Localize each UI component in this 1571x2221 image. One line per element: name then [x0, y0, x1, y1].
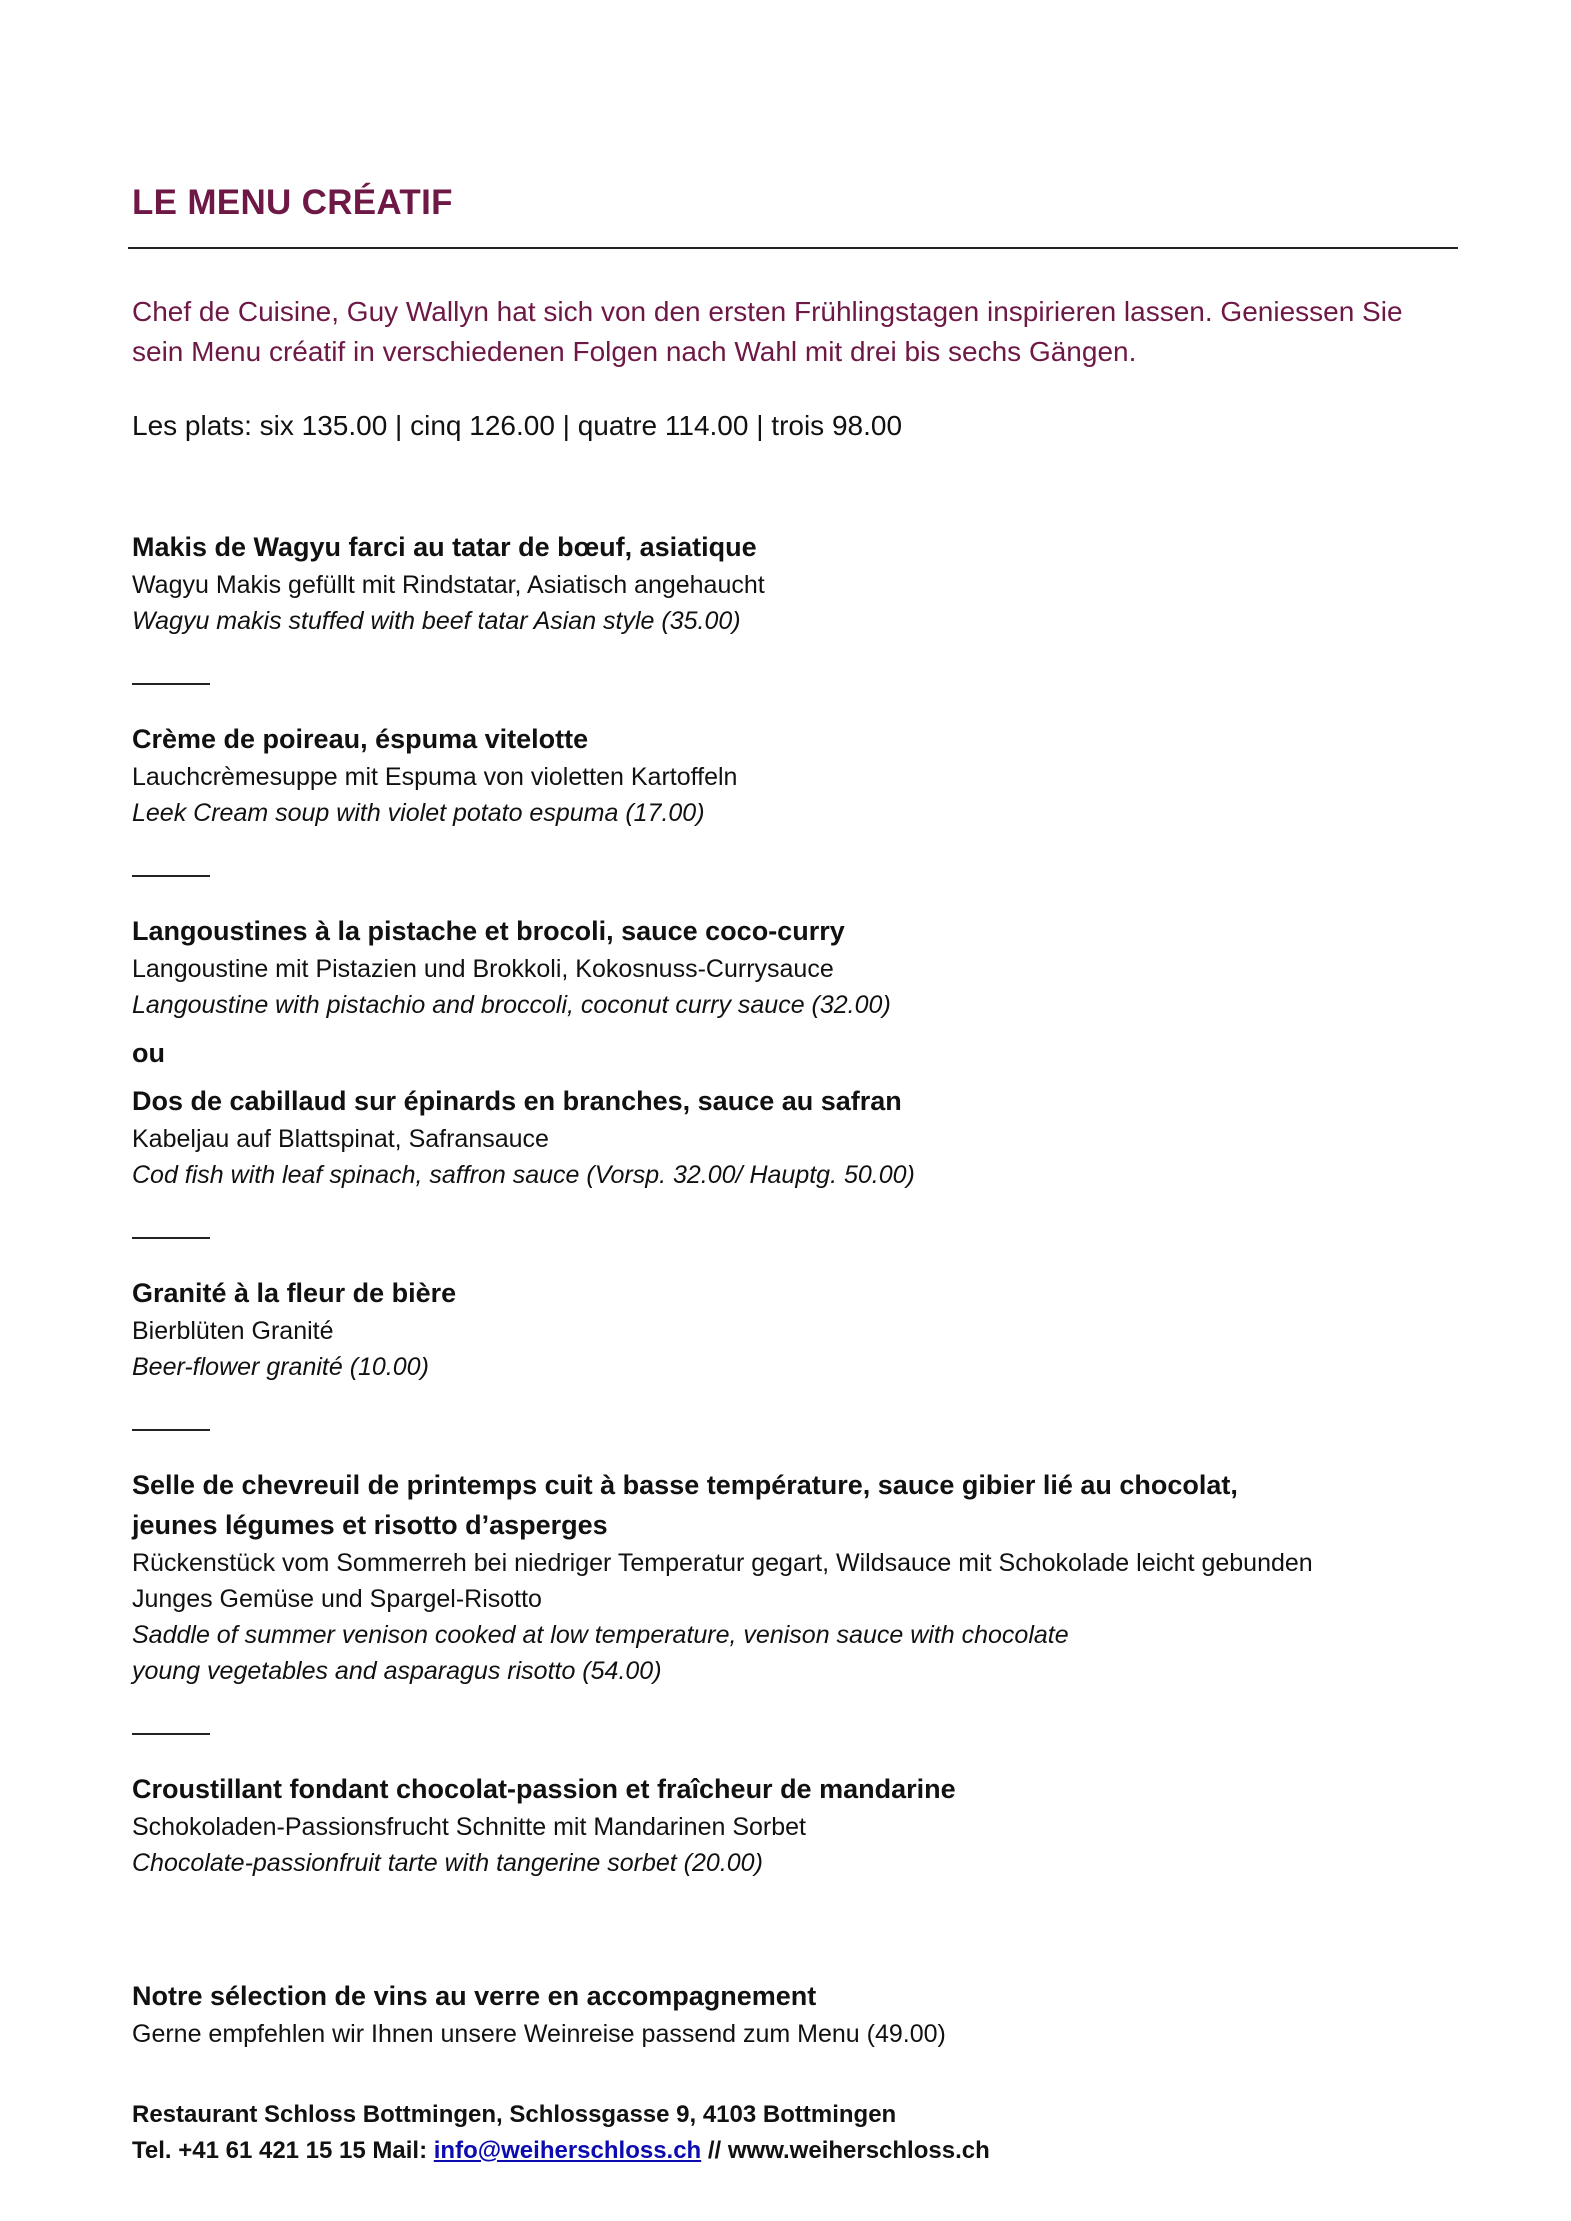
course-item — [132, 1769, 1452, 1881]
website-link[interactable]: // www.weiherschloss.ch — [701, 2137, 990, 2164]
dish-description-de: Bierblüten Granité — [132, 1317, 334, 1345]
dish-description-en: Saddle of summer venison cooked at low temperature, venison sauce with chocolate — [132, 1621, 1069, 1649]
dish-description-en: Beer-flower granité (10.00) — [132, 1353, 429, 1381]
email-link[interactable]: info@weiherschloss.ch — [433, 2137, 702, 2164]
dish-title: Selle de chevreuil de printemps cuit à basse température, sauce gibier lié au chocolat, — [132, 1470, 1238, 1500]
dish-description-de: Schokoladen-Passionsfrucht Schnitte mit Mandarinen Sorbet — [132, 1813, 806, 1841]
intro-line: sein Menu créatif in verschiedenen Folgen nach Wahl mit drei bis sechs Gängen. — [132, 336, 1137, 367]
course-separator — [132, 683, 210, 685]
intro-text — [132, 292, 1452, 372]
menu-courses — [132, 527, 1452, 2052]
footer — [132, 2097, 990, 2169]
dish-title: Makis de Wagyu farci au tatar de bœuf, asiatique — [132, 532, 757, 562]
footer-contact — [132, 2133, 990, 2169]
course-item — [132, 1465, 1452, 1689]
wine-pairing — [132, 1976, 1452, 2052]
course-item — [132, 719, 1452, 831]
dish-description-en: Chocolate-passionfruit tarte with tangerine sorbet (20.00) — [132, 1849, 763, 1877]
dish-title: Croustillant fondant chocolat-passion et fraîcheur de mandarine — [132, 1774, 956, 1804]
dish-description-en: Langoustine with pistachio and broccoli, coconut curry sauce (32.00) — [132, 991, 891, 1019]
dish-description-de: Rückenstück vom Sommerreh bei niedriger Temperatur gegart, Wildsauce mit Schokolade leicht gebunden — [132, 1549, 1313, 1577]
course-separator — [132, 875, 210, 877]
title-divider — [128, 247, 1458, 249]
dish-description-de: Lauchcrèmesuppe mit Espuma von violetten Kartoffeln — [132, 763, 738, 791]
course-prices: Les plats: six 135.00 | cinq 126.00 | quatre 114.00 | trois 98.00 — [132, 410, 903, 441]
dish-description-de: Wagyu Makis gefüllt mit Rindstatar, Asiatisch angehaucht — [132, 571, 765, 599]
course-separator — [132, 1237, 210, 1239]
footer-phone: Tel. +41 61 421 15 15 Mail: — [132, 2137, 428, 2164]
course-item — [132, 1273, 1452, 1385]
course-separator — [132, 1733, 210, 1735]
course-separator — [132, 1429, 210, 1431]
dish-title: Granité à la fleur de bière — [132, 1278, 457, 1308]
page-title: LE MENU CRÉATIF — [132, 183, 453, 222]
menu-page — [132, 0, 1460, 2221]
spacer — [132, 1881, 1452, 1976]
dish-description-en: young vegetables and asparagus risotto (54.00) — [132, 1657, 662, 1685]
wine-text: Gerne empfehlen wir Ihnen unsere Weinreise passend zum Menu (49.00) — [132, 2020, 946, 2048]
dish-title: Dos de cabillaud sur épinards en branches, sauce au safran — [132, 1086, 902, 1116]
or-label: ou — [132, 1038, 165, 1068]
intro-line: Chef de Cuisine, Guy Wallyn hat sich von den ersten Frühlingstagen inspirieren lassen. Geniessen Sie — [132, 296, 1403, 327]
dish-title: jeunes légumes et risotto d’asperges — [132, 1510, 608, 1540]
dish-description-en: Wagyu makis stuffed with beef tatar Asian style (35.00) — [132, 607, 741, 635]
dish-description-de: Junges Gemüse und Spargel-Risotto — [132, 1585, 542, 1613]
dish-description-en: Cod fish with leaf spinach, saffron sauce (Vorsp. 32.00/ Hauptg. 50.00) — [132, 1161, 915, 1189]
footer-address: Restaurant Schloss Bottmingen, Schlossgasse 9, 4103 Bottmingen — [132, 2101, 897, 2128]
dish-description-de: Kabeljau auf Blattspinat, Safransauce — [132, 1125, 549, 1153]
dish-title: Crème de poireau, éspuma vitelotte — [132, 724, 589, 754]
course-item — [132, 911, 1452, 1193]
wine-title: Notre sélection de vins au verre en accompagnement — [132, 1981, 817, 2011]
dish-description-de: Langoustine mit Pistazien und Brokkoli, Kokosnuss-Currysauce — [132, 955, 834, 983]
dish-title: Langoustines à la pistache et brocoli, sauce coco-curry — [132, 916, 845, 946]
dish-description-en: Leek Cream soup with violet potato espuma (17.00) — [132, 799, 705, 827]
course-item — [132, 527, 1452, 639]
